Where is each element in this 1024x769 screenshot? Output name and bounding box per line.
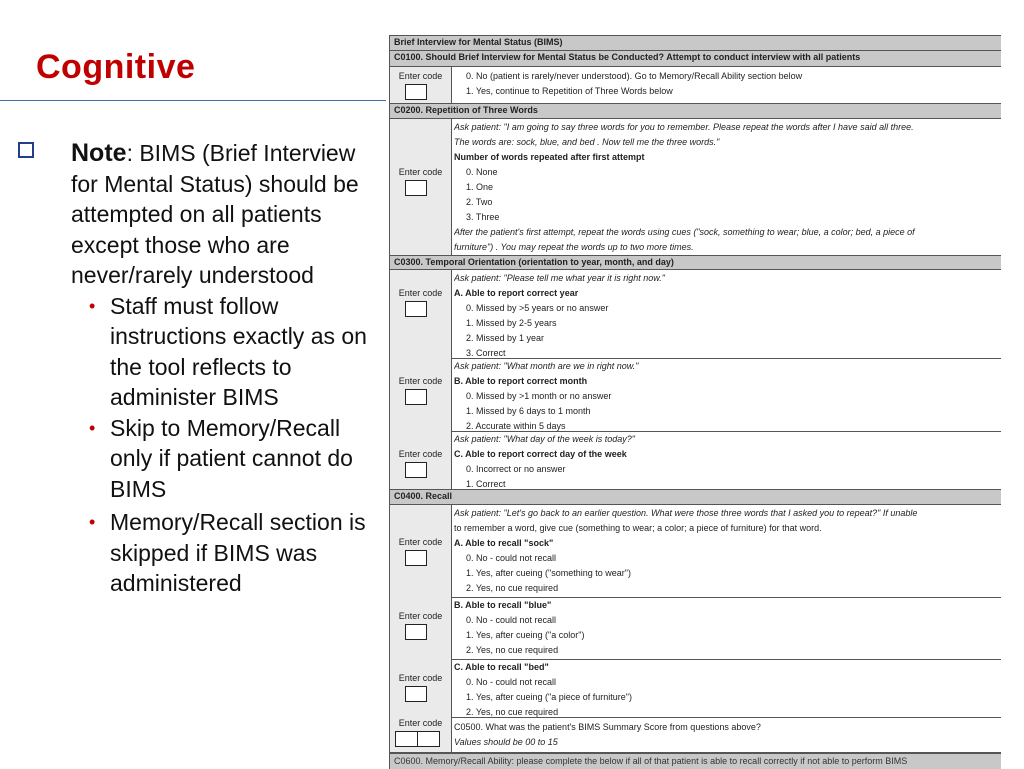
note-body: : BIMS (Brief Interview for Mental Status) should be attempted on all patients except those who are never/rarely understood xyxy=(71,140,359,288)
c0200-code-input[interactable] xyxy=(405,180,427,196)
c0400a-code-input[interactable] xyxy=(405,550,427,566)
c0400c-row: Enter code C. Able to recall "bed" 0. No - could not recall 1. Yes, after cueing ("a piece of furniture") 2. Yes, no cue required xyxy=(390,659,1001,718)
enter-code-label: Enter code xyxy=(398,167,443,177)
form-header: Brief Interview for Mental Status (BIMS) xyxy=(390,36,1001,51)
bullet-dot-icon: • xyxy=(89,295,96,316)
bims-form xyxy=(389,35,1001,769)
enter-code-label: Enter code xyxy=(398,376,443,386)
note-sub-bullets xyxy=(71,291,368,599)
c0100-title: C0100. Should Brief Interview for Mental Status be Conducted? Attempt to conduct interview with all patients xyxy=(390,51,1001,67)
enter-code-label: Enter code xyxy=(398,718,443,728)
c0300b-code-input[interactable] xyxy=(405,389,427,405)
c0500-row: Enter code C0500. What was the patient's BIMS Summary Score from questions above? Values should be 00 to 15 xyxy=(390,717,1001,753)
enter-code-label: Enter code xyxy=(398,449,443,459)
sub-bullet: • Skip to Memory/Recall only if patient cannot do BIMS xyxy=(89,414,353,502)
c0300b-row: Enter code Ask patient: "What month are we in right now." B. Able to report correct month 0. Missed by >1 month or no answer 1. Missed by 6 days to 1 month 2. Accurate within 5 days xyxy=(390,358,1001,432)
sub-bullet: • Memory/Recall section is skipped if BIMS was administered xyxy=(89,509,366,596)
title-divider xyxy=(0,100,386,101)
note-text xyxy=(71,138,368,291)
c0400a-row: Enter code Ask patient: "Let's go back to an earlier question. What were those three words that I asked you to repeat?" If unable to remember a word, give cue (something to wear; a color; a piece of furniture) for that word. A. Able to recall "sock" 0. No - could not recall 1. Yes, after cueing ("something to wear") 2. Yes, no cue required xyxy=(390,505,1001,598)
next-section-cutoff: C0600. Memory/Recall Ability: please complete the below if all of that patient is able to recall correctly if not able to perform BIMS xyxy=(390,753,1001,769)
c0400c-code-input[interactable] xyxy=(405,686,427,702)
c0300c-row: Enter code Ask patient: "What day of the week is today?" C. Able to report correct day of the week 0. Incorrect or no answer 1. Correct xyxy=(390,431,1001,490)
note-block xyxy=(18,138,368,599)
enter-code-label: Enter code xyxy=(398,537,443,547)
enter-code-label: Enter code xyxy=(398,673,443,683)
checkbox-bullet-icon xyxy=(18,142,34,158)
bullet-dot-icon: • xyxy=(89,512,96,532)
c0100-row: Enter code 0. No (patient is rarely/never understood). Go to Memory/Recall Ability section below 1. Yes, continue to Repetition of Three Words below xyxy=(390,67,1001,104)
bullet-dot-icon: • xyxy=(89,417,96,438)
c0400b-row: Enter code B. Able to recall "blue" 0. No - could not recall 1. Yes, after cueing ("a color") 2. Yes, no cue required xyxy=(390,597,1001,660)
c0300c-code-input[interactable] xyxy=(405,462,427,478)
enter-code-label: Enter code xyxy=(398,288,443,298)
c0300-title: C0300. Temporal Orientation (orientation to year, month, and day) xyxy=(390,256,1001,270)
sub-bullet: • Staff must follow instructions exactly as on the tool reflects to administer BIMS xyxy=(89,292,367,410)
enter-code-label: Enter code xyxy=(398,71,443,81)
c0300a-code-input[interactable] xyxy=(405,301,427,317)
c0100-code-input[interactable] xyxy=(405,84,427,100)
note-label: Note xyxy=(71,139,127,167)
c0400b-code-input[interactable] xyxy=(405,624,427,640)
c0200-row: Enter code Ask patient: "I am going to say three words for you to remember. Please repeat the words after I have said all three. The words are: sock, blue, and bed . Now tell me the three words." Number of words repeated after first attempt 0. None 1. One 2. Two 3. Three After the patient's first attempt, repeat the words using cues ("sock, something to wear; blue, a color; bed, a piece of furniture") . You may repeat the words up to two more times. xyxy=(390,119,1001,256)
c0400-title: C0400. Recall xyxy=(390,490,1001,505)
slide-title: Cognitive xyxy=(36,48,196,86)
enter-code-label: Enter code xyxy=(398,611,443,621)
c0500-score-input[interactable] xyxy=(395,731,440,747)
c0200-title: C0200. Repetition of Three Words xyxy=(390,104,1001,119)
c0300a-row: Enter code Ask patient: "Please tell me what year it is right now." A. Able to report correct year 0. Missed by >5 years or no answer 1. Missed by 2-5 years 2. Missed by 1 year 3. Correct xyxy=(390,270,1001,359)
